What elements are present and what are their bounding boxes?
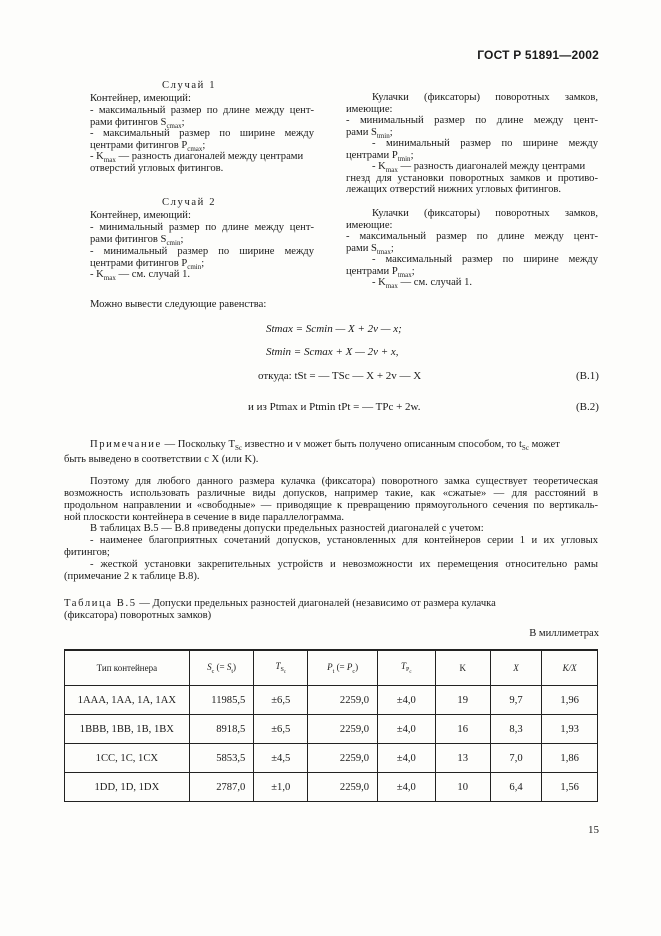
equation-3-number: (В.1) <box>576 370 599 382</box>
table-cell: 11985,5 <box>189 686 254 715</box>
case1-item1-line2: рами фитингов $S_{cmax}$; <box>90 117 185 131</box>
right-a-line5: - минимальный размер по ширине между <box>372 138 598 149</box>
table-cell: ±4,0 <box>378 744 436 773</box>
col-header-tpc: $T_{P_c}$ <box>378 650 436 686</box>
right-a-line3: - минимальный размер по длине между цент- <box>346 115 598 126</box>
equation-1: Stmax = Scmin — X + 2v — x; <box>266 323 402 335</box>
right-b-line7: - $K_{max}$ — см. случай 1. <box>372 277 473 291</box>
right-a-line1: Кулачки (фиксаторы) поворотных замков, <box>372 92 598 103</box>
body-p1-line3: продольном направлении и «свободные» — приводящие к превращению прямоугольного сечения по вертикаль- <box>64 500 598 511</box>
note-line1: Примечание — Поскольку $T_{Sc}$ известно и v может быть получено описанным способом, то $t_{Sc}$ может <box>90 439 560 453</box>
table-cell: 13 <box>435 744 490 773</box>
col-header-kx: K/X <box>542 650 598 686</box>
table-cell: ±6,5 <box>254 686 308 715</box>
table-cell: 8918,5 <box>189 715 254 744</box>
table-cell: 9,7 <box>490 686 542 715</box>
document-standard-header: ГОСТ Р 51891—2002 <box>477 48 599 62</box>
table-cell: ±6,5 <box>254 715 308 744</box>
body-p2-line1: В таблицах В.5 — В.8 приведены допуски предельных разностей диагоналей с учетом: <box>90 523 484 534</box>
table-cell: ±4,0 <box>378 715 436 744</box>
table-header-row <box>65 650 598 686</box>
note-line2: быть выведено в соответствии с X (или K). <box>64 454 259 465</box>
case1-item2-line2: центрами фитингов $P_{cmax}$; <box>90 140 206 154</box>
case1-item3-line2: отверстий угловых фитингов. <box>90 163 224 174</box>
case2-item3: - $K_{max}$ — см. случай 1. <box>90 269 191 283</box>
right-a-line4: рами $S_{tmin}$; <box>346 127 393 141</box>
col-header-x: X <box>490 650 542 686</box>
table-cell: 10 <box>435 773 490 802</box>
table-cell: 1,86 <box>542 744 598 773</box>
table-cell: 1,96 <box>542 686 598 715</box>
table-cell: 5853,5 <box>189 744 254 773</box>
right-b-line3: - максимальный размер по длине между цент- <box>346 231 598 242</box>
table-cell: 1AAA, 1AA, 1A, 1AX <box>65 686 190 715</box>
table-cell: 19 <box>435 686 490 715</box>
case2-title: Случай 2 <box>162 197 217 208</box>
table-row <box>65 744 598 773</box>
col-header-tsc: $T_{S_c}$ <box>254 650 308 686</box>
table-cell: ±1,0 <box>254 773 308 802</box>
right-a-line8: гнезд для установки поворотных замков и противо- <box>346 173 598 184</box>
body-p2-line5: (примечание 2 к таблице В.8). <box>64 571 200 582</box>
table-cell: 1CC, 1C, 1CX <box>65 744 190 773</box>
page-number: 15 <box>588 824 599 836</box>
body-p1-line2: возможность использовать различные виды допусков, например такие, как «сжатые» — для расстояний в <box>64 488 598 499</box>
table-units: В миллиметрах <box>529 628 599 639</box>
right-b-line1: Кулачки (фиксаторы) поворотных замков, <box>372 208 598 219</box>
table-cell: ±4,0 <box>378 686 436 715</box>
body-p1-line4: ной плоскости контейнера в сечение в виде параллелограмма. <box>64 512 344 523</box>
table-cell: ±4,0 <box>378 773 436 802</box>
right-b-line5: - максимальный размер по ширине между <box>372 254 598 265</box>
table-cell: 1,56 <box>542 773 598 802</box>
body-p2-line3: фитингов; <box>64 547 110 558</box>
case2-item2-line1: - минимальный размер по ширине между <box>90 246 314 257</box>
right-a-line6: центрами $P_{tmin}$; <box>346 150 414 164</box>
case2-item1-line2: рами фитингов $S_{cmin}$; <box>90 234 184 248</box>
table-row <box>65 715 598 744</box>
table-caption-line1: Таблица В.5 — Допуски предельных разностей диагоналей (независимо от размера кулачка <box>64 598 496 609</box>
right-b-line4: рами $S_{tmax}$; <box>346 243 394 257</box>
body-p1-line1: Поэтому для любого данного размера кулачка (фиксатора) поворотного замка существует теоретическая <box>90 476 598 487</box>
equation-4-number: (В.2) <box>576 401 599 413</box>
table-row <box>65 773 598 802</box>
equation-3: откуда: tSt = — TSc — X + 2v — X <box>258 370 422 382</box>
table-cell: 1BBB, 1BB, 1B, 1BX <box>65 715 190 744</box>
right-b-line2: имеющие: <box>346 220 393 231</box>
table-cell: 2259,0 <box>308 715 378 744</box>
table-cell: 7,0 <box>490 744 542 773</box>
case2-intro: Контейнер, имеющий: <box>90 210 191 221</box>
case2-item2-line2: центрами фитингов $P_{cmin}$; <box>90 258 205 272</box>
right-a-line2: имеющие: <box>346 104 393 115</box>
body-p2-line4: - жесткой установки закрепительных устройств и невозможности их перемещения относительно рамы <box>90 559 598 570</box>
col-header-pt: $P_t$ (= $P_c$) <box>308 650 378 686</box>
case1-item3-line1: - $K_{max}$ — разность диагоналей между центрами <box>90 151 304 165</box>
equations-intro: Можно вывести следующие равенства: <box>90 299 267 310</box>
table-cell: 2259,0 <box>308 773 378 802</box>
table-cell: 1DD, 1D, 1DX <box>65 773 190 802</box>
right-b-line6: центрами $P_{tmax}$; <box>346 266 415 280</box>
right-a-line9: лежащих отверстий нижних угловых фитингов. <box>346 184 562 195</box>
table-caption-line2: (фиксатора) поворотных замков) <box>64 610 212 621</box>
table-cell: 6,4 <box>490 773 542 802</box>
equation-4: и из Ptmax и Ptmin tPt = — TPc + 2w. <box>248 401 421 413</box>
case1-title: Случай 1 <box>162 80 217 91</box>
table-cell: 16 <box>435 715 490 744</box>
body-p2-line2: - наименее благоприятных сочетаний допусков, установленных для контейнеров серии 1 и их угловых <box>90 535 598 546</box>
table-cell: ±4,5 <box>254 744 308 773</box>
table-cell: 1,93 <box>542 715 598 744</box>
table-cell: 2259,0 <box>308 744 378 773</box>
col-header-k: K <box>435 650 490 686</box>
right-a-line7: - $K_{max}$ — разность диагоналей между центрами <box>372 161 586 175</box>
table-row <box>65 686 598 715</box>
col-header-sc: $S_c$ (= $S_t$) <box>189 650 254 686</box>
case1-intro: Контейнер, имеющий: <box>90 93 191 104</box>
col-header-container-type: Тип контейнера <box>65 650 190 686</box>
case2-item1-line1: - минимальный размер по длине между цент- <box>90 222 314 233</box>
case1-item2-line1: - максимальный размер по ширине между <box>90 128 314 139</box>
table-cell: 8,3 <box>490 715 542 744</box>
case1-item1-line1: - максимальный размер по длине между цент- <box>90 105 314 116</box>
tolerance-table <box>64 649 598 802</box>
equation-2: Stmin = Scmax + X — 2v + x, <box>266 346 399 358</box>
table-cell: 2787,0 <box>189 773 254 802</box>
table-cell: 2259,0 <box>308 686 378 715</box>
